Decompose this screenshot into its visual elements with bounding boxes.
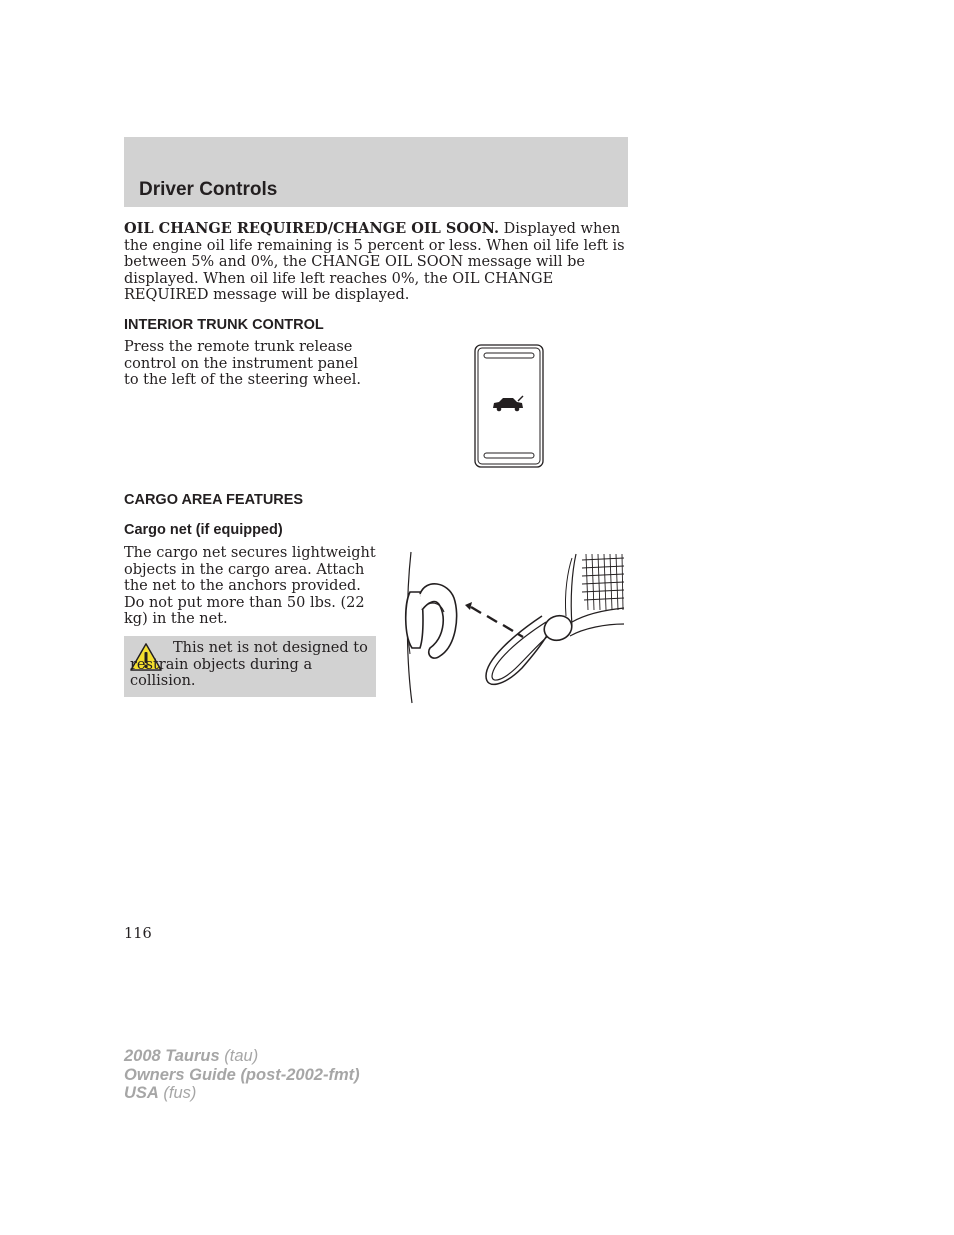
oil-change-paragraph xyxy=(124,221,630,304)
cargo-net-mesh-icon xyxy=(582,554,624,610)
document-footer xyxy=(124,1047,360,1103)
footer-line-3: USA (fus) xyxy=(124,1084,197,1102)
direction-arrow-icon xyxy=(465,602,523,637)
trunk-release-switch-illustration xyxy=(474,344,544,468)
page-number: 116 xyxy=(124,926,152,942)
section-title: Driver Controls xyxy=(139,179,278,200)
cargo-heading: CARGO AREA FEATURES xyxy=(124,492,304,508)
oil-change-body: Displayed when the engine oil life remaining is 5 percent or less. When oil life left is between 5% and 0%, the CHANGE OIL SOON message will be displayed. When oil life left reaches 0%, the OIL CHANGE REQUIRED message will be displayed. xyxy=(124,221,625,303)
cargo-net-strap-icon xyxy=(486,554,624,684)
trunk-heading: INTERIOR TRUNK CONTROL xyxy=(124,317,324,333)
warning-text: This net is not designed to restrain objects during a collision. xyxy=(130,640,368,689)
warning-box xyxy=(124,636,376,697)
trunk-paragraph: Press the remote trunk release control on the instrument panel to the left of the steering wheel. xyxy=(124,339,361,388)
cargo-net-subheading: Cargo net (if equipped) xyxy=(124,522,283,538)
footer-line-2: Owners Guide (post-2002-fmt) xyxy=(124,1065,360,1084)
cargo-net-anchor-illustration xyxy=(400,548,630,708)
section-header xyxy=(124,137,628,207)
oil-change-lead: OIL CHANGE REQUIRED/CHANGE OIL SOON. xyxy=(124,220,500,237)
footer-line-1: 2008 Taurus (tau) xyxy=(124,1047,259,1065)
cargo-net-paragraph: The cargo net secures lightweight objects in the cargo area. Attach the net to the anchors provided. Do not put more than 50 lbs. (22 kg) in the net. xyxy=(124,545,376,627)
anchor-hook-icon xyxy=(406,584,457,658)
